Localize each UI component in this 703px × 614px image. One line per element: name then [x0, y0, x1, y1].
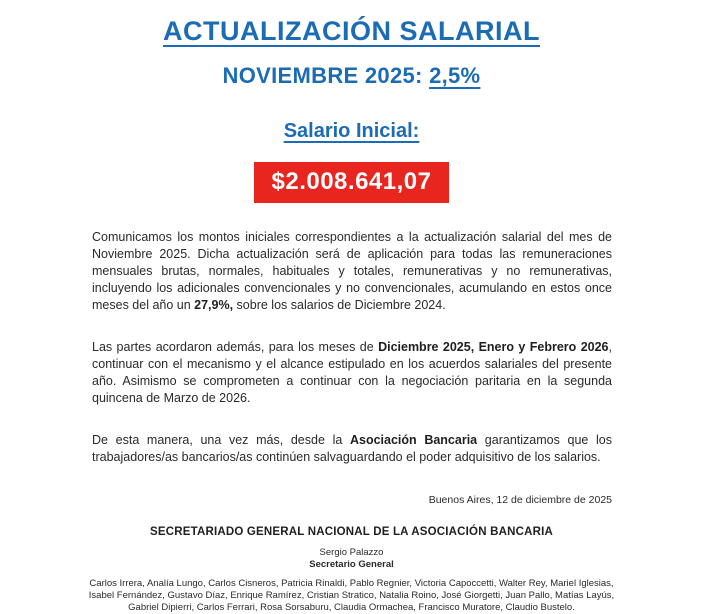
paragraph-agreement-text: Las partes acordaron además, para los meses de [92, 340, 379, 354]
paragraph-update-accumulated-pct: 27,9%, [194, 298, 234, 312]
dateline: Buenos Aires, 12 de diciembre de 2025 [428, 494, 612, 506]
paragraph-guarantee [92, 432, 612, 466]
paragraph-agreement-tail: , continuar con el mecanismo y el alcance estipulado en los acuerdos salariales del presente año. Asimismo se comprometen a continuar con la negociación paritaria en la segunda quincena de Marzo de 2026. [92, 340, 612, 405]
paragraph-guarantee-tail: garantizamos que los trabajadores/as bancarios/as continúen salvaguardando el poder adquisitivo de los salarios. [92, 433, 613, 464]
body-text [92, 229, 612, 466]
footer-organization: SECRETARIADO GENERAL NACIONAL DE LA ASOCIACIÓN BANCARIA [149, 526, 554, 538]
salary-label-text: Salario Inicial: [283, 120, 420, 142]
paragraph-agreement [92, 339, 612, 407]
subtitle-percentage: 2,5% [429, 63, 481, 88]
paragraph-guarantee-text: De esta manera, una vez más, desde la [92, 433, 350, 447]
subtitle-month: NOVIEMBRE 2025: [222, 63, 430, 88]
page-title [0, 0, 703, 47]
members-list: Carlos Irrera, Analía Lungo, Carlos Cisneros, Patricia Rinaldi, Pablo Regnier, Victoria Capoccetti, Walter Rey, Mariel Iglesias, Isabel Fernández, Gustavo Díaz, Enrique Ramírez, Cristian Stratico, Natalia Roino, José Giorgetti, Juan Pallo, Matías Layús, Gabriel Dipierri, Carlos Ferrari, Rosa Sorsaburu, Claudia Ormachea, Francisco Muratore, Claudio Bustelo. [88, 578, 615, 613]
paragraph-update [92, 229, 612, 314]
secretary-title: Secretario General [309, 559, 394, 570]
subtitle [0, 63, 703, 89]
paragraph-agreement-months: Diciembre 2025, Enero y Febrero 2026 [378, 340, 609, 354]
paragraph-update-tail: sobre los salarios de Diciembre 2024. [233, 298, 446, 312]
salary-value-badge: $2.008.641,07 [254, 162, 450, 203]
secretary-name: Sergio Palazzo [319, 547, 384, 558]
paragraph-guarantee-org: Asociación Bancaria [349, 433, 478, 447]
salary-label [0, 120, 703, 143]
salary-badge-wrap [0, 162, 703, 203]
footer [0, 526, 703, 614]
page-title-text: ACTUALIZACIÓN SALARIAL [163, 16, 540, 46]
secretary-block [0, 547, 703, 571]
paragraph-update-text: Comunicamos los montos iniciales correspondientes a la actualización salarial del mes de Noviembre 2025. Dicha actualización será de aplicación para todas las remuneraciones mensuales brutas, normales, habituales y totales, remunerativas y no remunerativas, incluyendo los adicionales convencionales y no convencionales, acumulando en estos once meses del año un [92, 230, 612, 312]
